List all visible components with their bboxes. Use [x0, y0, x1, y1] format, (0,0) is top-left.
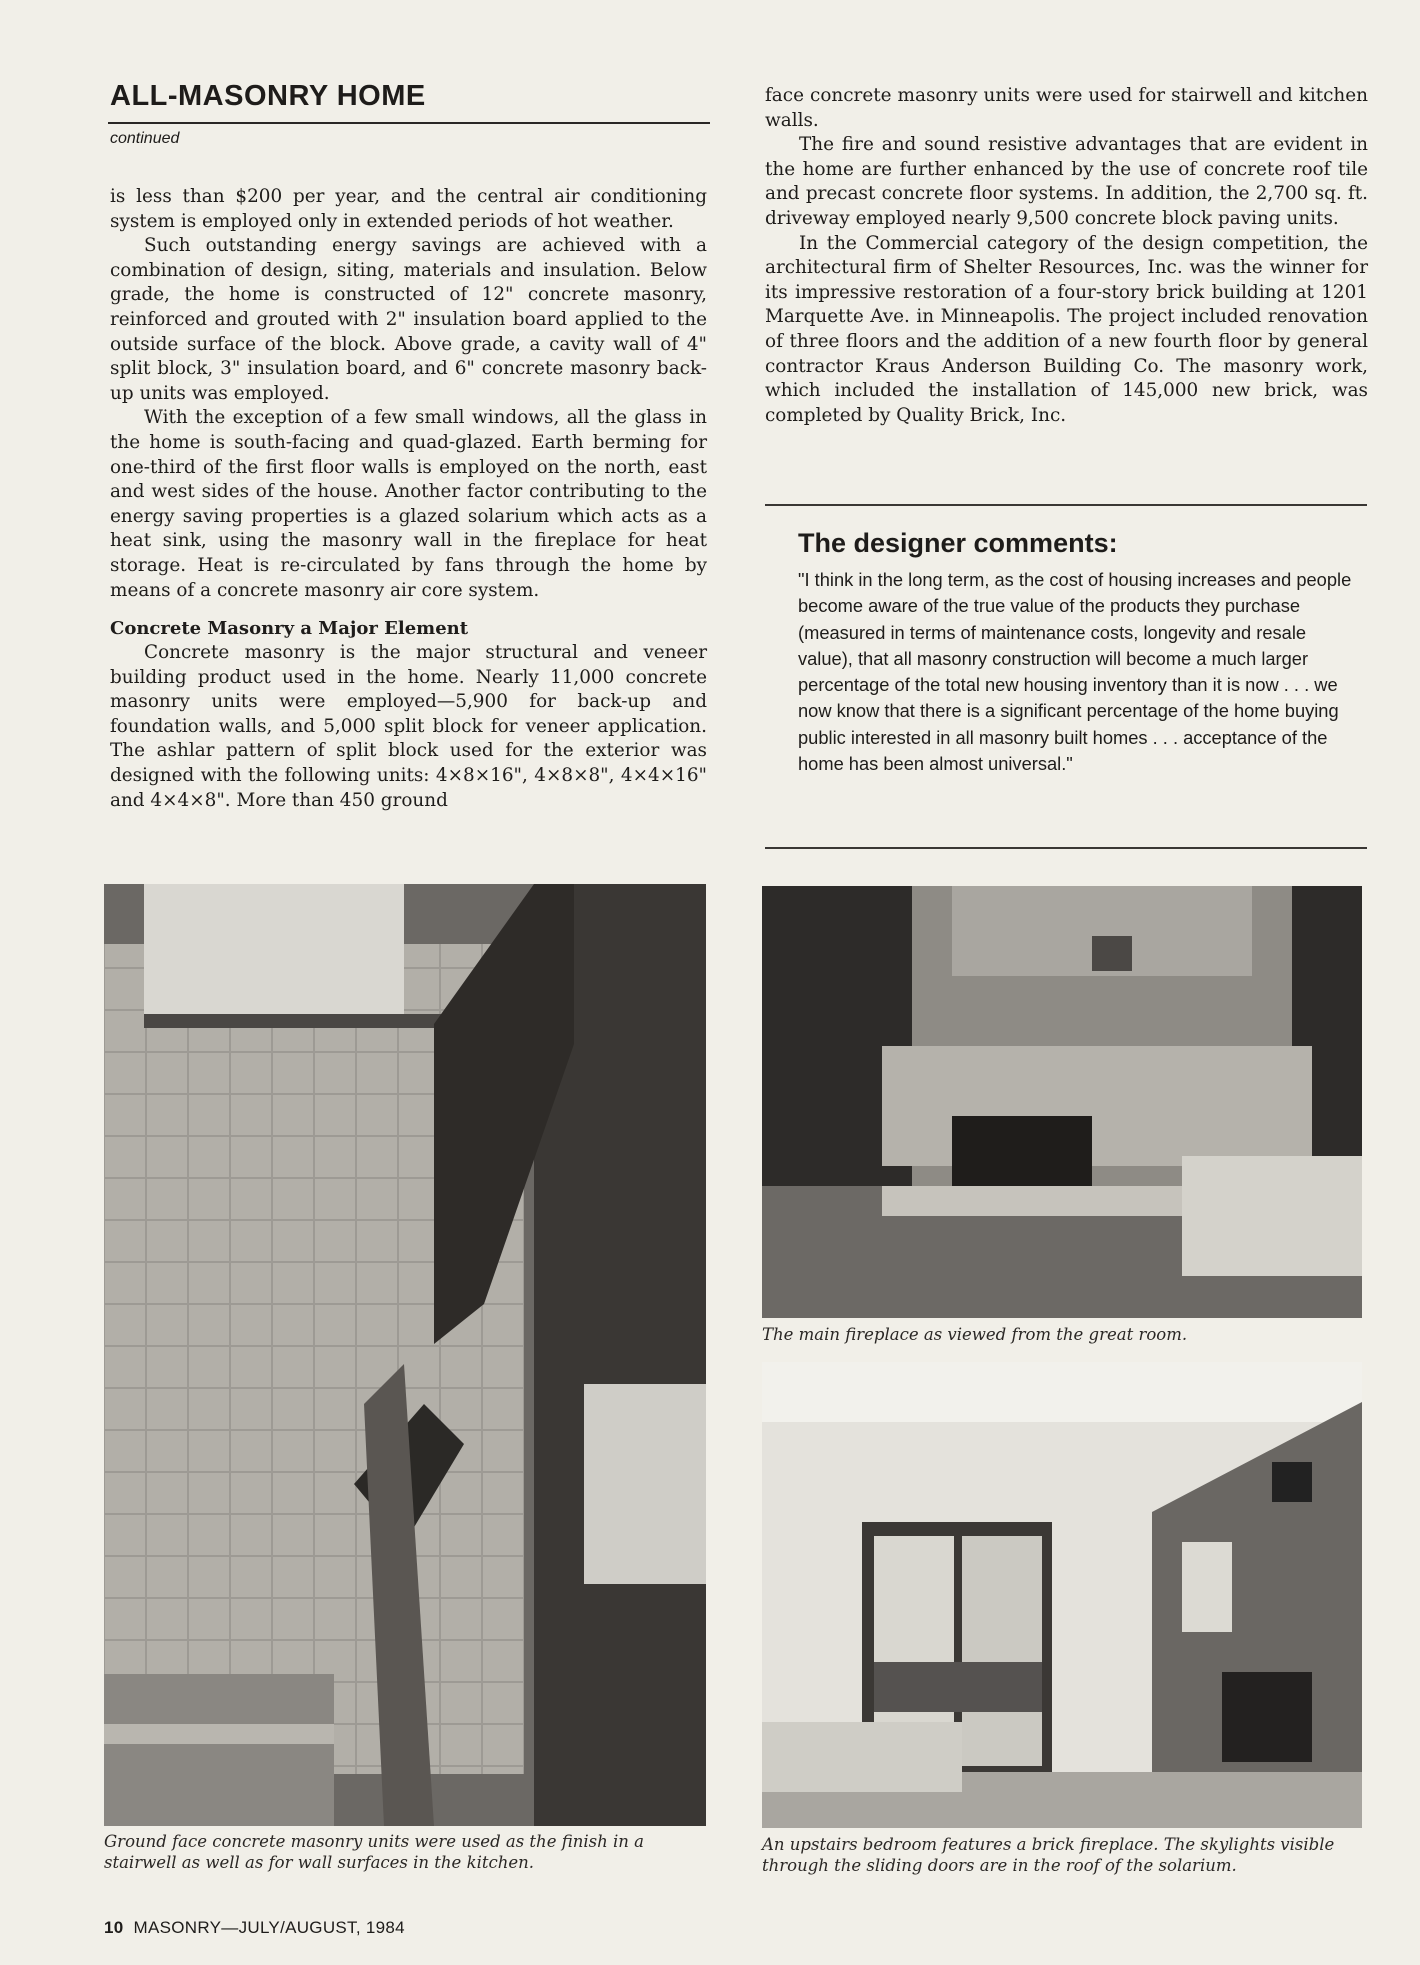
- stairwell-caption: Ground face concrete masonry units were used as the finish in a stairwell as well as for wall surfaces in the kitchen.: [104, 1832, 644, 1872]
- right-paragraph-3: In the Commercial category of the design competition, the architectural firm of Shelter Resources, Inc. was the winner for its impressive restoration of a four-story brick building at 1201 Marquette Ave. in Minneapolis. The project included renovation of three floors and the addition of a new fourth floor by general contractor Kraus Anderson Building Co. The masonry work, which included the installation of 145,000 new brick, was completed by Quality Brick, Inc.: [765, 232, 1368, 426]
- left-paragraph-4: Concrete masonry is the major structural and veneer building product used in the home. Nearly 11,000 concrete masonry units were employed—5,900 for back-up and foundation walls, and 5,000 split block for veneer application. The ashlar pattern of split block used for the exterior was designed with the following units: 4×8×16", 4×8×8", 4×4×16" and 4×4×8". More than 450 ground: [110, 642, 707, 811]
- article-title: ALL-MASONRY HOME: [110, 80, 426, 112]
- designer-quote: "I think in the long term, as the cost of housing increases and people become aware of the true value of the products they purchase (measured in terms of maintenance costs, longevity and resale value), that all masonry construction will become a much larger percentage of the total new housing inventory than it is now . . . we now know that there is a significant percentage of the home buying public interested in all masonry built homes . . . acceptance of the home has been almost universal.": [798, 569, 1352, 775]
- right-paragraph-1: face concrete masonry units were used for stairwell and kitchen walls.: [765, 85, 1368, 131]
- fireplace-photo: [762, 886, 1362, 1318]
- left-column: [110, 185, 707, 813]
- publication-line: MASONRY—JULY/AUGUST, 1984: [133, 1918, 405, 1937]
- right-column: [765, 84, 1368, 428]
- section-subheading: Concrete Masonry a Major Element: [110, 618, 469, 640]
- left-paragraph-3: With the exception of a few small windows, all the glass in the home is south-facing and quad-glazed. Earth berming for one-third of the first floor walls is employed on the north, east and west sides of the house. Another factor contributing to the energy saving properties is a glazed solarium which acts as a heat sink, using the masonry wall in the fireplace for heat storage. Heat is re-circulated by fans through the home by means of a concrete masonry air core system.: [110, 407, 707, 601]
- page-footer: [104, 1918, 405, 1938]
- designer-bottom-rule: [765, 847, 1367, 849]
- bedroom-caption: An upstairs bedroom features a brick fireplace. The skylights visible through the sliding doors are in the roof of the solarium.: [762, 1835, 1335, 1875]
- page-number: 10: [104, 1918, 124, 1937]
- left-paragraph-1: is less than $200 per year, and the central air conditioning system is employed only in extended periods of hot weather.: [110, 186, 707, 232]
- bedroom-photo: [762, 1362, 1362, 1828]
- fireplace-caption: The main fireplace as viewed from the great room.: [762, 1325, 1188, 1344]
- continued-label: continued: [110, 130, 180, 147]
- stairwell-photo: [104, 884, 706, 1826]
- title-rule: [108, 122, 710, 124]
- designer-heading: The designer comments:: [798, 528, 1118, 558]
- left-paragraph-2: Such outstanding energy savings are achieved with a combination of design, siting, materials and insulation. Below grade, the home is constructed of 12" concrete masonry, reinforced and grouted with 2" insulation board applied to the outside surface of the block. Above grade, a cavity wall of 4" split block, 3" insulation board, and 6" concrete masonry back-up units was employed.: [110, 235, 707, 404]
- designer-top-rule: [765, 504, 1367, 506]
- right-paragraph-2: The fire and sound resistive advantages that are evident in the home are further enhanced by the use of concrete roof tile and precast concrete floor systems. In addition, the 2,700 sq. ft. driveway employed nearly 9,500 concrete block paving units.: [765, 134, 1368, 229]
